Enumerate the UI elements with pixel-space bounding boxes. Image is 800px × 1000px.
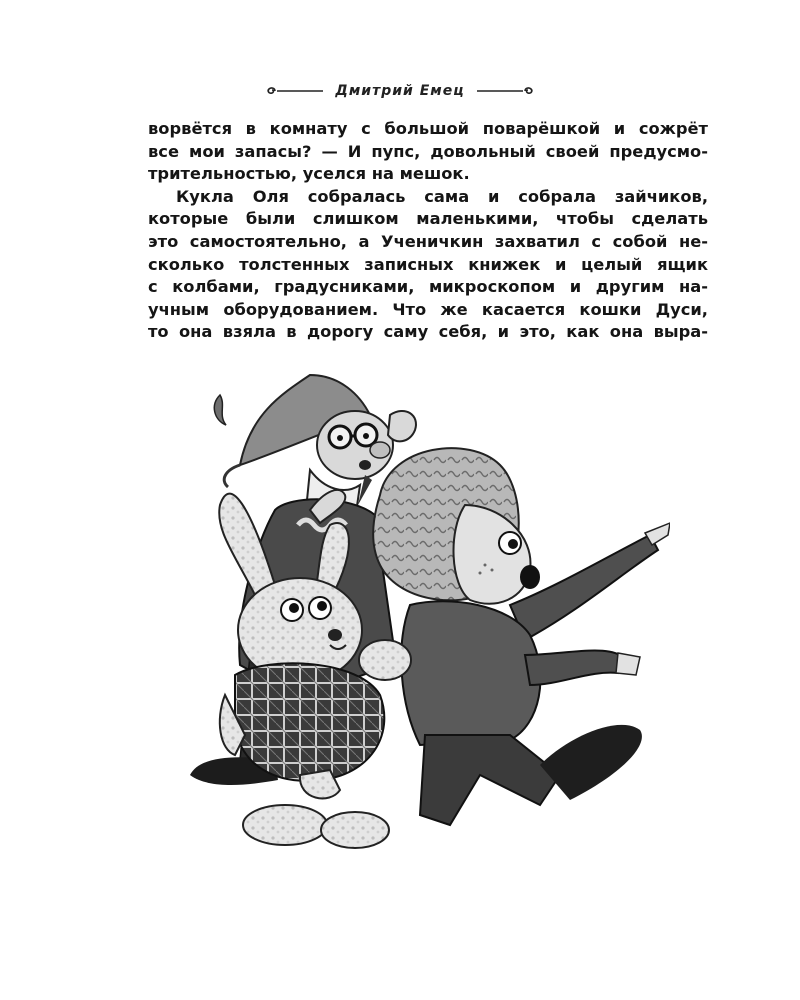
- text-line: это самостоятельно, а Ученичкин захватил с собой не-: [148, 231, 708, 251]
- text-line: то она взяла в дорогу саму себя, и это, как она выра-: [148, 322, 708, 342]
- body-text: [148, 118, 708, 344]
- text-line: все мои запасы? — И пупс, довольный своей предусмо-: [148, 141, 708, 161]
- text-line: с колбами, градусниками, микроскопом и другим на-: [148, 277, 708, 297]
- illustration-characters: [180, 355, 670, 870]
- text-line: трительностью, уселся на мешок.: [148, 164, 470, 184]
- author-name: Дмитрий Емец: [335, 83, 465, 99]
- text-line: ворвётся в комнату с большой поварёшкой и сожрёт: [148, 119, 708, 138]
- running-head: [0, 78, 800, 104]
- right-swirl-ornament-icon: [475, 84, 535, 98]
- boy-figure: [373, 448, 670, 825]
- text-line: Кукла Оля собралась сама и собрала зайчиков,: [176, 186, 708, 206]
- left-swirl-ornament-icon: [265, 84, 325, 98]
- text-line: учным оборудованием. Что же касается кошки Дуси,: [148, 299, 708, 319]
- text-line: которые были слишком маленькими, чтобы сделать: [148, 209, 708, 229]
- text-line: сколько толстенных записных книжек и целый ящик: [148, 254, 708, 274]
